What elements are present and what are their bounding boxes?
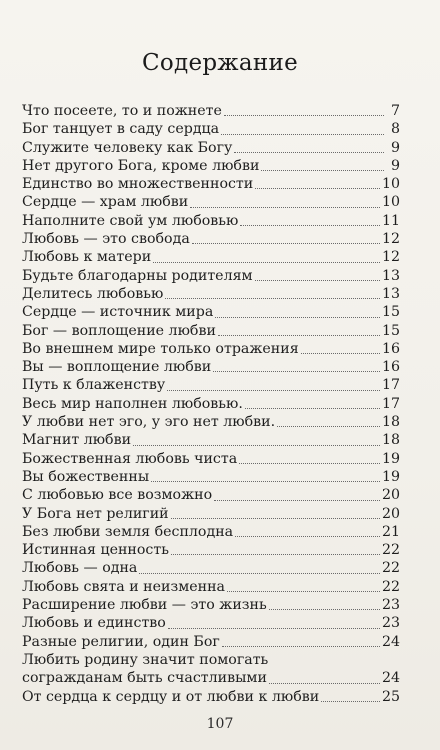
toc-entry-page: 24 — [381, 670, 400, 687]
toc-entry-page: 13 — [381, 285, 400, 302]
table-of-contents — [22, 102, 400, 706]
toc-entry-page: 23 — [381, 615, 400, 632]
toc-entry — [22, 230, 400, 248]
dot-leader — [222, 646, 380, 647]
dot-leader — [261, 170, 384, 171]
toc-entry-page: 18 — [381, 414, 400, 431]
dot-leader — [224, 115, 384, 116]
toc-entry-page: 15 — [381, 304, 400, 321]
toc-entry-title: Делитесь любовью — [22, 285, 164, 302]
toc-entry-title: Без любви земля бесплодна — [22, 523, 234, 540]
toc-entry-title: Истинная ценность — [22, 542, 169, 559]
toc-entry-title: Служите человеку как Богу — [22, 139, 233, 156]
dot-leader — [269, 609, 380, 610]
toc-entry — [22, 523, 400, 541]
dot-leader — [192, 243, 380, 244]
toc-entry — [22, 248, 400, 266]
toc-entry — [22, 413, 400, 431]
toc-entry-title: Бог — воплощение любви — [22, 322, 216, 339]
toc-entry-page: 22 — [381, 560, 400, 577]
toc-entry-page: 23 — [381, 597, 400, 614]
dot-leader — [171, 518, 380, 519]
dot-leader — [218, 335, 380, 336]
toc-entry — [22, 559, 400, 577]
toc-entry-page: 10 — [381, 194, 400, 211]
toc-entry — [22, 303, 400, 321]
toc-entry-title: Сердце — источник мира — [22, 304, 214, 321]
dot-leader — [214, 500, 380, 501]
toc-entry-page: 20 — [381, 505, 400, 522]
toc-entry — [22, 468, 400, 486]
toc-entry-page: 17 — [381, 395, 400, 412]
toc-entry — [22, 340, 400, 358]
dot-leader — [151, 481, 380, 482]
toc-entry — [22, 541, 400, 559]
toc-entry-title: Любовь и единство — [22, 615, 166, 632]
toc-entry-title: Любовь к матери — [22, 249, 152, 266]
toc-entry — [22, 614, 400, 632]
toc-entry — [22, 267, 400, 285]
toc-entry-page: 11 — [381, 212, 400, 229]
toc-entry-title: Нет другого Бога, кроме любви — [22, 157, 260, 174]
toc-entry — [22, 450, 400, 468]
dot-leader — [190, 207, 380, 208]
toc-entry-title: Будьте благодарны родителям — [22, 267, 253, 284]
toc-entry-title: Во внешнем мире только отражения — [22, 340, 299, 357]
toc-entry-page: 16 — [381, 340, 400, 357]
dot-leader — [168, 628, 380, 629]
toc-entry-title: Любовь — это свобода — [22, 231, 190, 248]
toc-entry-page: 19 — [381, 450, 400, 467]
dot-leader — [213, 371, 380, 372]
toc-entry-title: Любовь — одна — [22, 560, 138, 577]
toc-entry-page: 24 — [381, 633, 400, 650]
toc-entry-page: 17 — [381, 377, 400, 394]
toc-entry — [22, 322, 400, 340]
toc-entry-page: 7 — [390, 103, 400, 119]
toc-entry-title: Вы — воплощение любви — [22, 359, 212, 376]
toc-entry — [22, 688, 400, 706]
toc-entry — [22, 596, 400, 614]
dot-leader — [235, 536, 380, 537]
toc-entry-title: С любовью все возможно — [22, 487, 213, 504]
dot-leader — [133, 445, 380, 446]
dot-leader — [301, 353, 380, 354]
toc-entry-page: 13 — [381, 267, 400, 284]
toc-entry-page: 12 — [381, 249, 400, 266]
toc-entry — [22, 578, 400, 596]
toc-entry — [22, 651, 400, 669]
toc-entry — [22, 505, 400, 523]
toc-entry-title: Вы божественны — [22, 468, 150, 485]
toc-entry-title: Что посеете, то и пожнете — [22, 103, 222, 119]
toc-entry-title: Расширение любви — это жизнь — [22, 597, 267, 614]
dot-leader — [245, 408, 380, 409]
toc-entry — [22, 175, 400, 193]
toc-entry-title: От сердца к сердцу и от любви к любви — [22, 688, 320, 705]
page-number: 107 — [206, 716, 234, 732]
toc-entry-page: 25 — [381, 688, 400, 705]
toc-entry-page: 19 — [381, 468, 400, 485]
toc-entry-title: согражданам быть счастливыми — [22, 670, 267, 687]
page-title: Содержание — [141, 50, 299, 76]
toc-entry — [22, 669, 400, 687]
toc-entry-title: Божественная любовь чиста — [22, 450, 238, 467]
toc-entry — [22, 395, 400, 413]
dot-leader — [240, 225, 380, 226]
dot-leader — [227, 591, 380, 592]
toc-entry-page: 9 — [390, 139, 400, 156]
toc-entry — [22, 376, 400, 394]
toc-entry-title: Путь к блаженству — [22, 377, 166, 394]
dot-leader — [167, 390, 380, 391]
toc-entry-page: 15 — [381, 322, 400, 339]
toc-entry-title: У любви нет эго, у эго нет любви. — [22, 414, 276, 431]
toc-entry — [22, 212, 400, 230]
dot-leader — [215, 317, 380, 318]
dot-leader — [255, 280, 380, 281]
toc-entry-title: Наполните свой ум любовью — [22, 212, 239, 229]
toc-entry — [22, 285, 400, 303]
toc-entry — [22, 120, 400, 138]
toc-entry — [22, 486, 400, 504]
dot-leader — [269, 683, 380, 684]
toc-entry-title: У Бога нет религий — [22, 505, 169, 522]
toc-entry-page: 22 — [381, 578, 400, 595]
toc-entry-page: 10 — [381, 176, 400, 193]
toc-entry — [22, 193, 400, 211]
dot-leader — [277, 426, 380, 427]
toc-entry-page: 21 — [381, 523, 400, 540]
toc-entry — [22, 102, 400, 120]
toc-entry-title: Любить родину значит помогать — [22, 651, 269, 668]
toc-entry-page: 8 — [390, 121, 400, 138]
toc-entry-page: 20 — [381, 487, 400, 504]
toc-entry-page: 22 — [381, 542, 400, 559]
toc-entry-title: Сердце — храм любви — [22, 194, 189, 211]
toc-entry — [22, 633, 400, 651]
toc-entry-title: Разные религии, один Бог — [22, 633, 220, 650]
dot-leader — [165, 298, 380, 299]
dot-leader — [234, 152, 384, 153]
dot-leader — [153, 262, 380, 263]
toc-entry — [22, 431, 400, 449]
toc-entry — [22, 139, 400, 157]
toc-entry-page: 9 — [390, 157, 400, 174]
toc-entry-title: Единство во множественности — [22, 176, 254, 193]
toc-entry-page: 18 — [381, 432, 400, 449]
toc-entry — [22, 358, 400, 376]
toc-entry-title: Магнит любви — [22, 432, 132, 449]
dot-leader — [221, 134, 384, 135]
dot-leader — [171, 554, 380, 555]
dot-leader — [321, 701, 380, 702]
toc-entry-page: 16 — [381, 359, 400, 376]
dot-leader — [239, 463, 380, 464]
toc-entry — [22, 157, 400, 175]
toc-entry-title: Весь мир наполнен любовью. — [22, 395, 243, 412]
toc-entry-title: Любовь свята и неизменна — [22, 578, 226, 595]
toc-entry-title: Бог танцует в саду сердца — [22, 121, 220, 138]
toc-entry-page: 12 — [381, 231, 400, 248]
dot-leader — [139, 573, 380, 574]
dot-leader — [255, 188, 380, 189]
